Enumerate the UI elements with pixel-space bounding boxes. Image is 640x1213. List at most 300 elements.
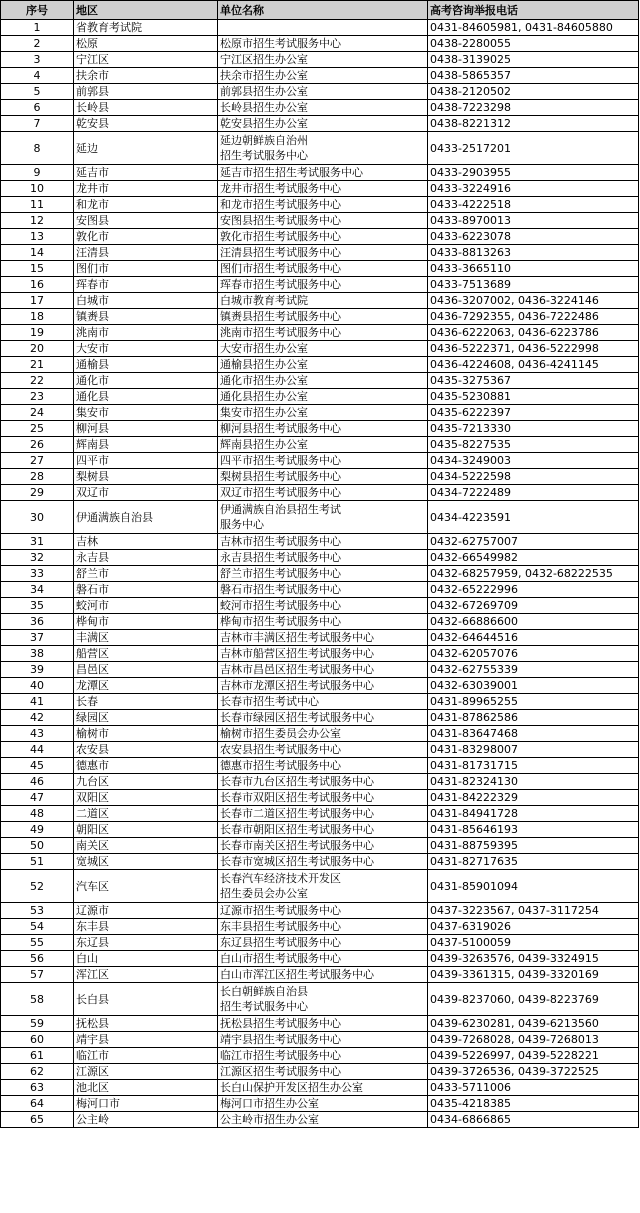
row-unit-name: 汪清县招生考试服务中心 — [218, 245, 428, 261]
row-region: 农安县 — [74, 742, 218, 758]
row-region: 柳河县 — [74, 421, 218, 437]
row-unit-name: 长春市绿园区招生考试服务中心 — [218, 710, 428, 726]
row-region: 图们市 — [74, 261, 218, 277]
row-unit-name: 吉林市龙潭区招生考试服务中心 — [218, 678, 428, 694]
row-number: 32 — [1, 550, 74, 566]
row-unit-name: 前郭县招生办公室 — [218, 84, 428, 100]
row-number: 49 — [1, 822, 74, 838]
row-number: 52 — [1, 870, 74, 903]
header-row — [1, 1, 639, 20]
row-region: 东辽县 — [74, 935, 218, 951]
row-phone: 0438-2280055 — [428, 36, 639, 52]
header-region: 地区 — [74, 1, 218, 20]
row-region: 蛟河市 — [74, 598, 218, 614]
row-phone: 0432-68257959, 0432-68222535 — [428, 566, 639, 582]
table-row — [1, 261, 639, 277]
row-phone: 0439-5226997, 0439-5228221 — [428, 1048, 639, 1064]
row-number: 2 — [1, 36, 74, 52]
row-unit-name: 桦甸市招生考试服务中心 — [218, 614, 428, 630]
table-row — [1, 437, 639, 453]
table-row — [1, 68, 639, 84]
row-number: 45 — [1, 758, 74, 774]
table-row — [1, 357, 639, 373]
row-unit-name: 白山市招生考试服务中心 — [218, 951, 428, 967]
table-row — [1, 854, 639, 870]
row-phone: 0431-84941728 — [428, 806, 639, 822]
row-number: 7 — [1, 116, 74, 132]
row-region: 德惠市 — [74, 758, 218, 774]
row-unit-name-line: 长春汽车经济技术开发区 — [220, 872, 341, 885]
table-row — [1, 389, 639, 405]
table-row — [1, 277, 639, 293]
table-row — [1, 678, 639, 694]
row-region: 吉林 — [74, 534, 218, 550]
row-region: 长岭县 — [74, 100, 218, 116]
row-unit-name: 图们市招生考试服务中心 — [218, 261, 428, 277]
table-row — [1, 52, 639, 68]
row-number: 64 — [1, 1096, 74, 1112]
row-unit-name-line: 延边朝鲜族自治州 — [220, 134, 308, 147]
row-phone: 0435-6222397 — [428, 405, 639, 421]
row-phone: 0438-5865357 — [428, 68, 639, 84]
row-region: 延吉市 — [74, 165, 218, 181]
row-unit-name: 长春市双阳区招生考试服务中心 — [218, 790, 428, 806]
table-row — [1, 694, 639, 710]
row-unit-name: 靖宇县招生考试服务中心 — [218, 1032, 428, 1048]
row-phone: 0432-62755339 — [428, 662, 639, 678]
row-unit-name-line: 招生考试服务中心 — [220, 1000, 308, 1013]
table-row — [1, 165, 639, 181]
row-unit-name: 长春市二道区招生考试服务中心 — [218, 806, 428, 822]
row-region: 敦化市 — [74, 229, 218, 245]
row-unit-name: 扶余市招生办公室 — [218, 68, 428, 84]
row-unit-name — [218, 132, 428, 165]
row-number: 11 — [1, 197, 74, 213]
table-row — [1, 582, 639, 598]
row-region: 延边 — [74, 132, 218, 165]
row-phone: 0431-87862586 — [428, 710, 639, 726]
row-phone: 0436-7292355, 0436-7222486 — [428, 309, 639, 325]
row-number: 14 — [1, 245, 74, 261]
row-phone: 0434-3249003 — [428, 453, 639, 469]
row-phone: 0431-85646193 — [428, 822, 639, 838]
row-number: 48 — [1, 806, 74, 822]
table-header — [1, 1, 639, 20]
row-phone: 0439-7268028, 0439-7268013 — [428, 1032, 639, 1048]
row-unit-name — [218, 870, 428, 903]
row-unit-name: 永吉县招生考试服务中心 — [218, 550, 428, 566]
row-region: 四平市 — [74, 453, 218, 469]
row-phone: 0439-3361315, 0439-3320169 — [428, 967, 639, 983]
table-row — [1, 293, 639, 309]
row-phone: 0433-8970013 — [428, 213, 639, 229]
table-row — [1, 325, 639, 341]
row-number: 12 — [1, 213, 74, 229]
row-phone: 0431-84605981, 0431-84605880 — [428, 20, 639, 36]
row-number: 40 — [1, 678, 74, 694]
row-phone: 0432-62757007 — [428, 534, 639, 550]
table-row — [1, 550, 639, 566]
row-number: 60 — [1, 1032, 74, 1048]
row-number: 57 — [1, 967, 74, 983]
row-unit-name-line: 招生考试服务中心 — [220, 149, 308, 162]
table-row — [1, 774, 639, 790]
row-unit-name: 宁江区招生办公室 — [218, 52, 428, 68]
row-unit-name: 双辽市招生考试服务中心 — [218, 485, 428, 501]
row-region: 池北区 — [74, 1080, 218, 1096]
row-unit-name: 白城市教育考试院 — [218, 293, 428, 309]
row-region: 宽城区 — [74, 854, 218, 870]
table-row — [1, 662, 639, 678]
row-region-line: 伊通满族 — [76, 510, 120, 524]
row-unit-name: 和龙市招生考试服务中心 — [218, 197, 428, 213]
row-number: 25 — [1, 421, 74, 437]
row-number: 30 — [1, 501, 74, 534]
row-phone: 0437-3223567, 0437-3117254 — [428, 903, 639, 919]
row-phone: 0433-3224916 — [428, 181, 639, 197]
row-number: 58 — [1, 983, 74, 1016]
row-number: 43 — [1, 726, 74, 742]
row-number: 55 — [1, 935, 74, 951]
row-region: 桦甸市 — [74, 614, 218, 630]
row-unit-name: 梨树县招生考试服务中心 — [218, 469, 428, 485]
table-row — [1, 1048, 639, 1064]
row-phone: 0437-6319026 — [428, 919, 639, 935]
row-number: 23 — [1, 389, 74, 405]
row-unit-name: 东辽县招生考试服务中心 — [218, 935, 428, 951]
table-row — [1, 405, 639, 421]
row-phone: 0432-64644516 — [428, 630, 639, 646]
row-unit-name — [218, 983, 428, 1016]
table-row — [1, 646, 639, 662]
row-region: 珲春市 — [74, 277, 218, 293]
row-phone: 0431-88759395 — [428, 838, 639, 854]
row-unit-name: 四平市招生考试服务中心 — [218, 453, 428, 469]
row-phone: 0434-4223591 — [428, 501, 639, 534]
row-number: 15 — [1, 261, 74, 277]
row-region: 二道区 — [74, 806, 218, 822]
row-unit-name: 通化县招生办公室 — [218, 389, 428, 405]
table-row — [1, 341, 639, 357]
table-row — [1, 469, 639, 485]
row-number: 1 — [1, 20, 74, 36]
table-row — [1, 485, 639, 501]
table-row — [1, 453, 639, 469]
row-region: 长春 — [74, 694, 218, 710]
row-region: 通化市 — [74, 373, 218, 389]
row-phone: 0431-89965255 — [428, 694, 639, 710]
row-unit-name — [218, 20, 428, 36]
row-number: 22 — [1, 373, 74, 389]
table-row — [1, 758, 639, 774]
table-row — [1, 229, 639, 245]
table-row — [1, 630, 639, 646]
row-unit-name: 大安市招生办公室 — [218, 341, 428, 357]
table-row — [1, 309, 639, 325]
table-row — [1, 710, 639, 726]
row-phone: 0433-8813263 — [428, 245, 639, 261]
row-unit-name: 蛟河市招生考试服务中心 — [218, 598, 428, 614]
row-region: 长白县 — [74, 983, 218, 1016]
table-row — [1, 1064, 639, 1080]
row-phone: 0432-65222996 — [428, 582, 639, 598]
row-number: 29 — [1, 485, 74, 501]
row-phone: 0435-5230881 — [428, 389, 639, 405]
table-row — [1, 116, 639, 132]
row-region: 汽车区 — [74, 870, 218, 903]
header-no: 序号 — [1, 1, 74, 20]
row-phone: 0436-4224608, 0436-4241145 — [428, 357, 639, 373]
row-region: 朝阳区 — [74, 822, 218, 838]
table-row — [1, 84, 639, 100]
table-row — [1, 951, 639, 967]
row-number: 6 — [1, 100, 74, 116]
row-phone: 0432-66886600 — [428, 614, 639, 630]
row-unit-name: 吉林市昌邑区招生考试服务中心 — [218, 662, 428, 678]
table-body — [1, 20, 639, 1128]
row-number: 53 — [1, 903, 74, 919]
row-region-line: 自治县 — [120, 510, 153, 524]
row-phone: 0433-2517201 — [428, 132, 639, 165]
row-region: 梨树县 — [74, 469, 218, 485]
table-row — [1, 501, 639, 534]
row-number: 26 — [1, 437, 74, 453]
row-phone: 0433-6223078 — [428, 229, 639, 245]
table-row — [1, 598, 639, 614]
row-region: 抚松县 — [74, 1016, 218, 1032]
row-region: 双阳区 — [74, 790, 218, 806]
row-number: 65 — [1, 1112, 74, 1128]
table-row — [1, 1032, 639, 1048]
row-number: 4 — [1, 68, 74, 84]
row-phone: 0436-6222063, 0436-6223786 — [428, 325, 639, 341]
row-region: 绿园区 — [74, 710, 218, 726]
table-row — [1, 213, 639, 229]
row-unit-name: 临江市招生考试服务中心 — [218, 1048, 428, 1064]
row-number: 19 — [1, 325, 74, 341]
row-unit-name-line: 伊通满族自治县招生考试 — [220, 503, 341, 516]
row-unit-name: 吉林市船营区招生考试服务中心 — [218, 646, 428, 662]
row-unit-name: 长春市宽城区招生考试服务中心 — [218, 854, 428, 870]
row-unit-name: 乾安县招生办公室 — [218, 116, 428, 132]
row-region: 磐石市 — [74, 582, 218, 598]
row-number: 51 — [1, 854, 74, 870]
row-unit-name: 榆树市招生委员会办公室 — [218, 726, 428, 742]
row-unit-name: 长春市招生考试中心 — [218, 694, 428, 710]
row-number: 9 — [1, 165, 74, 181]
table-row — [1, 1016, 639, 1032]
row-unit-name: 长白山保护开发区招生办公室 — [218, 1080, 428, 1096]
table-row — [1, 566, 639, 582]
row-number: 18 — [1, 309, 74, 325]
row-phone: 0431-85901094 — [428, 870, 639, 903]
row-region: 和龙市 — [74, 197, 218, 213]
row-number: 33 — [1, 566, 74, 582]
row-unit-name: 长春市朝阳区招生考试服务中心 — [218, 822, 428, 838]
table-row — [1, 919, 639, 935]
row-unit-name: 辉南县招生办公室 — [218, 437, 428, 453]
row-phone: 0434-5222598 — [428, 469, 639, 485]
row-number: 24 — [1, 405, 74, 421]
table-row — [1, 903, 639, 919]
row-unit-name: 安图县招生考试服务中心 — [218, 213, 428, 229]
row-region: 公主岭 — [74, 1112, 218, 1128]
row-region: 舒兰市 — [74, 566, 218, 582]
row-unit-name: 镇赉县招生考试服务中心 — [218, 309, 428, 325]
row-region: 东丰县 — [74, 919, 218, 935]
row-unit-name: 吉林市招生考试服务中心 — [218, 534, 428, 550]
row-number: 59 — [1, 1016, 74, 1032]
row-phone: 0431-81731715 — [428, 758, 639, 774]
row-unit-name: 龙井市招生考试服务中心 — [218, 181, 428, 197]
header-unit: 单位名称 — [218, 1, 428, 20]
row-unit-name: 白山市浑江区招生考试服务中心 — [218, 967, 428, 983]
table-row — [1, 870, 639, 903]
row-number: 38 — [1, 646, 74, 662]
row-number: 39 — [1, 662, 74, 678]
row-phone: 0433-7513689 — [428, 277, 639, 293]
row-phone: 0432-66549982 — [428, 550, 639, 566]
table-row — [1, 36, 639, 52]
row-unit-name: 东丰县招生考试服务中心 — [218, 919, 428, 935]
row-number: 46 — [1, 774, 74, 790]
table-row — [1, 1080, 639, 1096]
row-number: 13 — [1, 229, 74, 245]
table-row — [1, 1096, 639, 1112]
row-unit-name: 舒兰市招生考试服务中心 — [218, 566, 428, 582]
row-number: 63 — [1, 1080, 74, 1096]
row-phone: 0435-7213330 — [428, 421, 639, 437]
row-unit-name: 长春市南关区招生考试服务中心 — [218, 838, 428, 854]
row-region: 辽源市 — [74, 903, 218, 919]
table-row — [1, 1112, 639, 1128]
row-phone: 0434-6866865 — [428, 1112, 639, 1128]
row-number: 37 — [1, 630, 74, 646]
row-number: 17 — [1, 293, 74, 309]
row-number: 50 — [1, 838, 74, 854]
row-phone: 0431-84222329 — [428, 790, 639, 806]
table-row — [1, 806, 639, 822]
row-number: 8 — [1, 132, 74, 165]
row-unit-name: 长春市九台区招生考试服务中心 — [218, 774, 428, 790]
table-row — [1, 967, 639, 983]
row-phone: 0438-7223298 — [428, 100, 639, 116]
row-phone: 0439-3263576, 0439-3324915 — [428, 951, 639, 967]
row-phone: 0431-82324130 — [428, 774, 639, 790]
row-unit-name: 德惠市招生考试服务中心 — [218, 758, 428, 774]
table-row — [1, 245, 639, 261]
row-region: 扶余市 — [74, 68, 218, 84]
row-number: 54 — [1, 919, 74, 935]
row-number: 36 — [1, 614, 74, 630]
row-region: 浑江区 — [74, 967, 218, 983]
row-phone: 0439-8237060, 0439-8223769 — [428, 983, 639, 1016]
row-region: 乾安县 — [74, 116, 218, 132]
row-phone: 0431-83647468 — [428, 726, 639, 742]
row-phone: 0438-2120502 — [428, 84, 639, 100]
row-unit-name: 抚松县招生考试服务中心 — [218, 1016, 428, 1032]
row-number: 41 — [1, 694, 74, 710]
row-region: 汪清县 — [74, 245, 218, 261]
row-region: 集安市 — [74, 405, 218, 421]
row-region: 大安市 — [74, 341, 218, 357]
row-number: 31 — [1, 534, 74, 550]
row-region: 船营区 — [74, 646, 218, 662]
row-phone: 0433-3665110 — [428, 261, 639, 277]
row-region: 永吉县 — [74, 550, 218, 566]
table-row — [1, 983, 639, 1016]
row-unit-name: 农安县招生考试服务中心 — [218, 742, 428, 758]
row-phone: 0437-5100059 — [428, 935, 639, 951]
table-row — [1, 726, 639, 742]
table-row — [1, 20, 639, 36]
row-phone: 0433-2903955 — [428, 165, 639, 181]
table-row — [1, 181, 639, 197]
row-unit-name: 辽源市招生考试服务中心 — [218, 903, 428, 919]
row-unit-name: 江源区招生考试服务中心 — [218, 1064, 428, 1080]
row-phone: 0435-3275367 — [428, 373, 639, 389]
row-unit-name: 柳河县招生考试服务中心 — [218, 421, 428, 437]
row-unit-name: 延吉市招生招生考试服务中心 — [218, 165, 428, 181]
row-unit-name: 珲春市招生考试服务中心 — [218, 277, 428, 293]
table-row — [1, 100, 639, 116]
row-region: 白城市 — [74, 293, 218, 309]
row-region: 龙井市 — [74, 181, 218, 197]
row-region: 洮南市 — [74, 325, 218, 341]
row-phone: 0439-6230281, 0439-6213560 — [428, 1016, 639, 1032]
row-region: 通榆县 — [74, 357, 218, 373]
table-row — [1, 838, 639, 854]
row-phone: 0432-67269709 — [428, 598, 639, 614]
row-unit-name: 通榆县招生办公室 — [218, 357, 428, 373]
row-unit-name: 敦化市招生考试服务中心 — [218, 229, 428, 245]
table-row — [1, 742, 639, 758]
row-region: 江源区 — [74, 1064, 218, 1080]
row-region — [74, 501, 218, 534]
row-phone: 0438-3139025 — [428, 52, 639, 68]
row-phone: 0431-83298007 — [428, 742, 639, 758]
row-unit-name-line: 服务中心 — [220, 518, 264, 531]
row-number: 44 — [1, 742, 74, 758]
row-unit-name: 公主岭市招生办公室 — [218, 1112, 428, 1128]
table-row — [1, 534, 639, 550]
row-unit-name: 通化市招生办公室 — [218, 373, 428, 389]
row-region: 省教育考试院 — [74, 20, 218, 36]
row-number: 34 — [1, 582, 74, 598]
row-region: 辉南县 — [74, 437, 218, 453]
row-phone: 0436-5222371, 0436-5222998 — [428, 341, 639, 357]
row-region: 通化县 — [74, 389, 218, 405]
row-phone: 0435-4218385 — [428, 1096, 639, 1112]
row-unit-name: 长岭县招生办公室 — [218, 100, 428, 116]
row-region: 镇赉县 — [74, 309, 218, 325]
row-unit-name: 洮南市招生考试服务中心 — [218, 325, 428, 341]
row-region: 靖宇县 — [74, 1032, 218, 1048]
row-region: 南关区 — [74, 838, 218, 854]
row-phone: 0433-5711006 — [428, 1080, 639, 1096]
table-row — [1, 790, 639, 806]
row-number: 28 — [1, 469, 74, 485]
table-row — [1, 132, 639, 165]
row-region: 榆树市 — [74, 726, 218, 742]
row-unit-name: 松原市招生考试服务中心 — [218, 36, 428, 52]
row-number: 21 — [1, 357, 74, 373]
row-number: 16 — [1, 277, 74, 293]
row-region: 松原 — [74, 36, 218, 52]
row-number: 10 — [1, 181, 74, 197]
row-phone: 0435-8227535 — [428, 437, 639, 453]
table-row — [1, 614, 639, 630]
